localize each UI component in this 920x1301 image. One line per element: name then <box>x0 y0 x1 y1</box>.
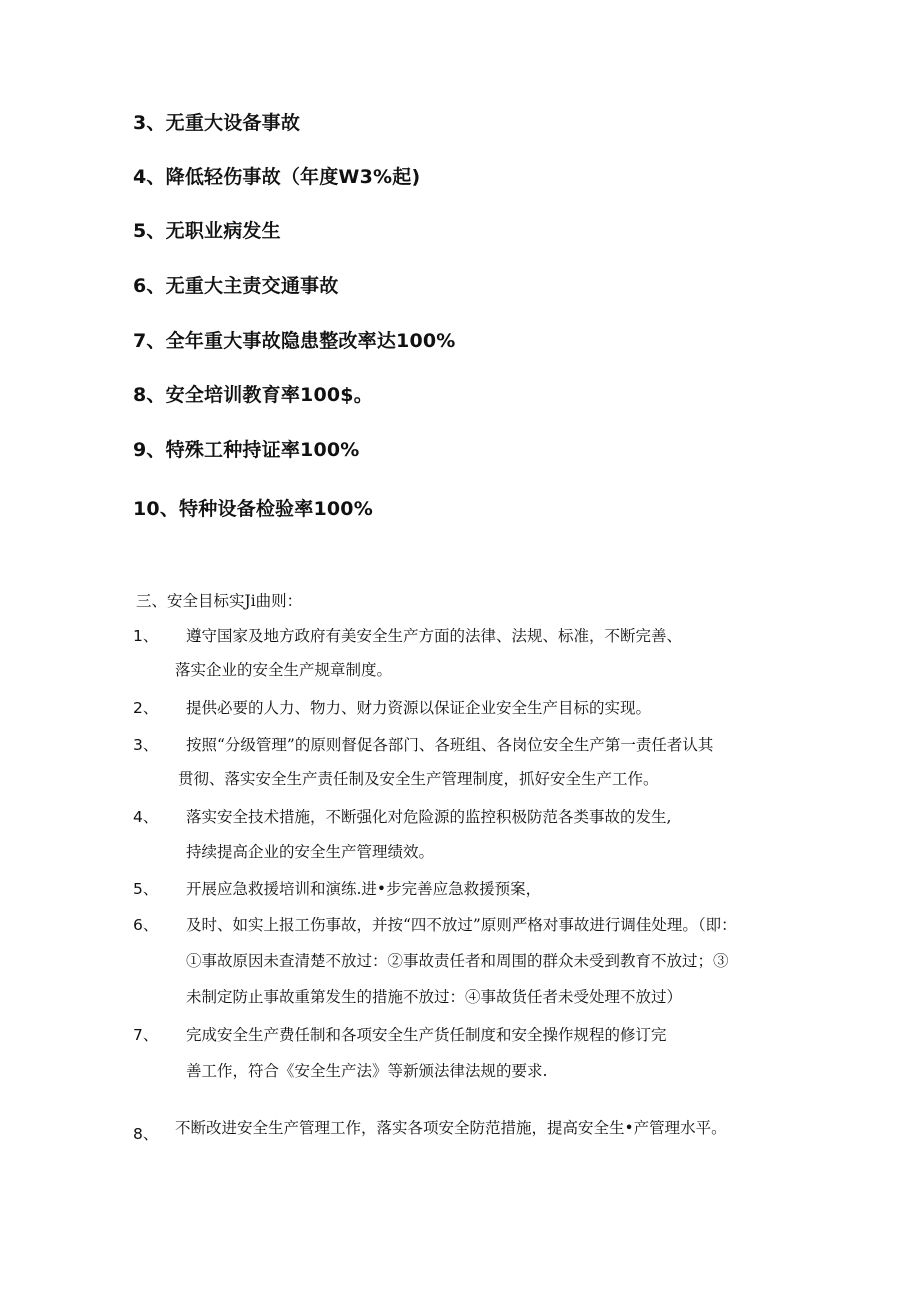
rule-text: 提供必要的人力、物力、财力资源以保证企业安全生产目标的实现。 <box>186 699 652 717</box>
rule-number: 3、 <box>133 736 159 754</box>
rule-number: 8、 <box>133 1125 159 1143</box>
rule-text: 完成安全生产费任制和各项安全生产货任制度和安全操作规程的修订完 <box>186 1026 667 1044</box>
goal-item: 6、无重大主责交通事故 <box>133 275 339 297</box>
goal-item: 4、降低轻伤事故（年度W3%起) <box>133 166 421 188</box>
goal-item: 8、安全培训教育率100$。 <box>133 384 373 406</box>
rule-text: 落实企业的安全生产规章制度。 <box>175 661 393 679</box>
rule-text: 善工作，符合《安全生产法》等新颁法律法规的要求. <box>186 1062 548 1080</box>
goal-item: 5、无职业病发生 <box>133 220 281 242</box>
rule-text: 落实安全技术措施，不断强化对危险源的监控积极防范各类事故的发生, <box>186 808 672 826</box>
rule-number: 4、 <box>133 808 159 826</box>
rule-text: 持续提高企业的安全生产管理绩效。 <box>186 843 435 861</box>
rule-text: 未制定防止事故重第发生的措施不放过：④事故货任者未受处理不放过） <box>186 988 683 1006</box>
rule-number: 5、 <box>133 880 159 898</box>
rule-text: 开展应急救援培训和演练.进•步完善应急救援预案， <box>186 880 542 898</box>
section-title: 三、安全目标实Ji曲则： <box>136 592 303 610</box>
rule-text: 按照“分级管理”的原则督促各部门、各班组、各岗位安全生产第一责任者认其 <box>186 736 714 754</box>
goal-item: 7、全年重大事故隐患整改率达100% <box>133 330 456 352</box>
rule-text: 不断改进安全生产管理工作，落实各项安全防范措施，提高安全生•产管理水平。 <box>175 1119 727 1137</box>
rule-text: 贯彻、落实安全生产责任制及安全生产管理制度，抓好安全生产工作。 <box>178 770 659 788</box>
rule-text: ①事故原因未查清楚不放过：②事故责任者和周围的群众未受到教育不放过；③ <box>186 952 729 970</box>
goal-item: 3、无重大设备事故 <box>133 112 301 134</box>
rule-number: 7、 <box>133 1026 159 1044</box>
rule-number: 1、 <box>133 627 159 645</box>
rule-text: 及时、如实上报工伤事故，并按“四不放过”原则严格对事故进行调佳处理。（即： <box>186 916 737 934</box>
goal-item: 9、特殊工种持证率100% <box>133 439 360 461</box>
goal-item: 10、特种设备检验率100% <box>133 498 373 520</box>
rule-number: 6、 <box>133 916 159 934</box>
rule-text: 遵守国家及地方政府有美安全生产方面的法律、法规、标准，不断完善、 <box>186 627 683 645</box>
rule-number: 2、 <box>133 699 159 717</box>
